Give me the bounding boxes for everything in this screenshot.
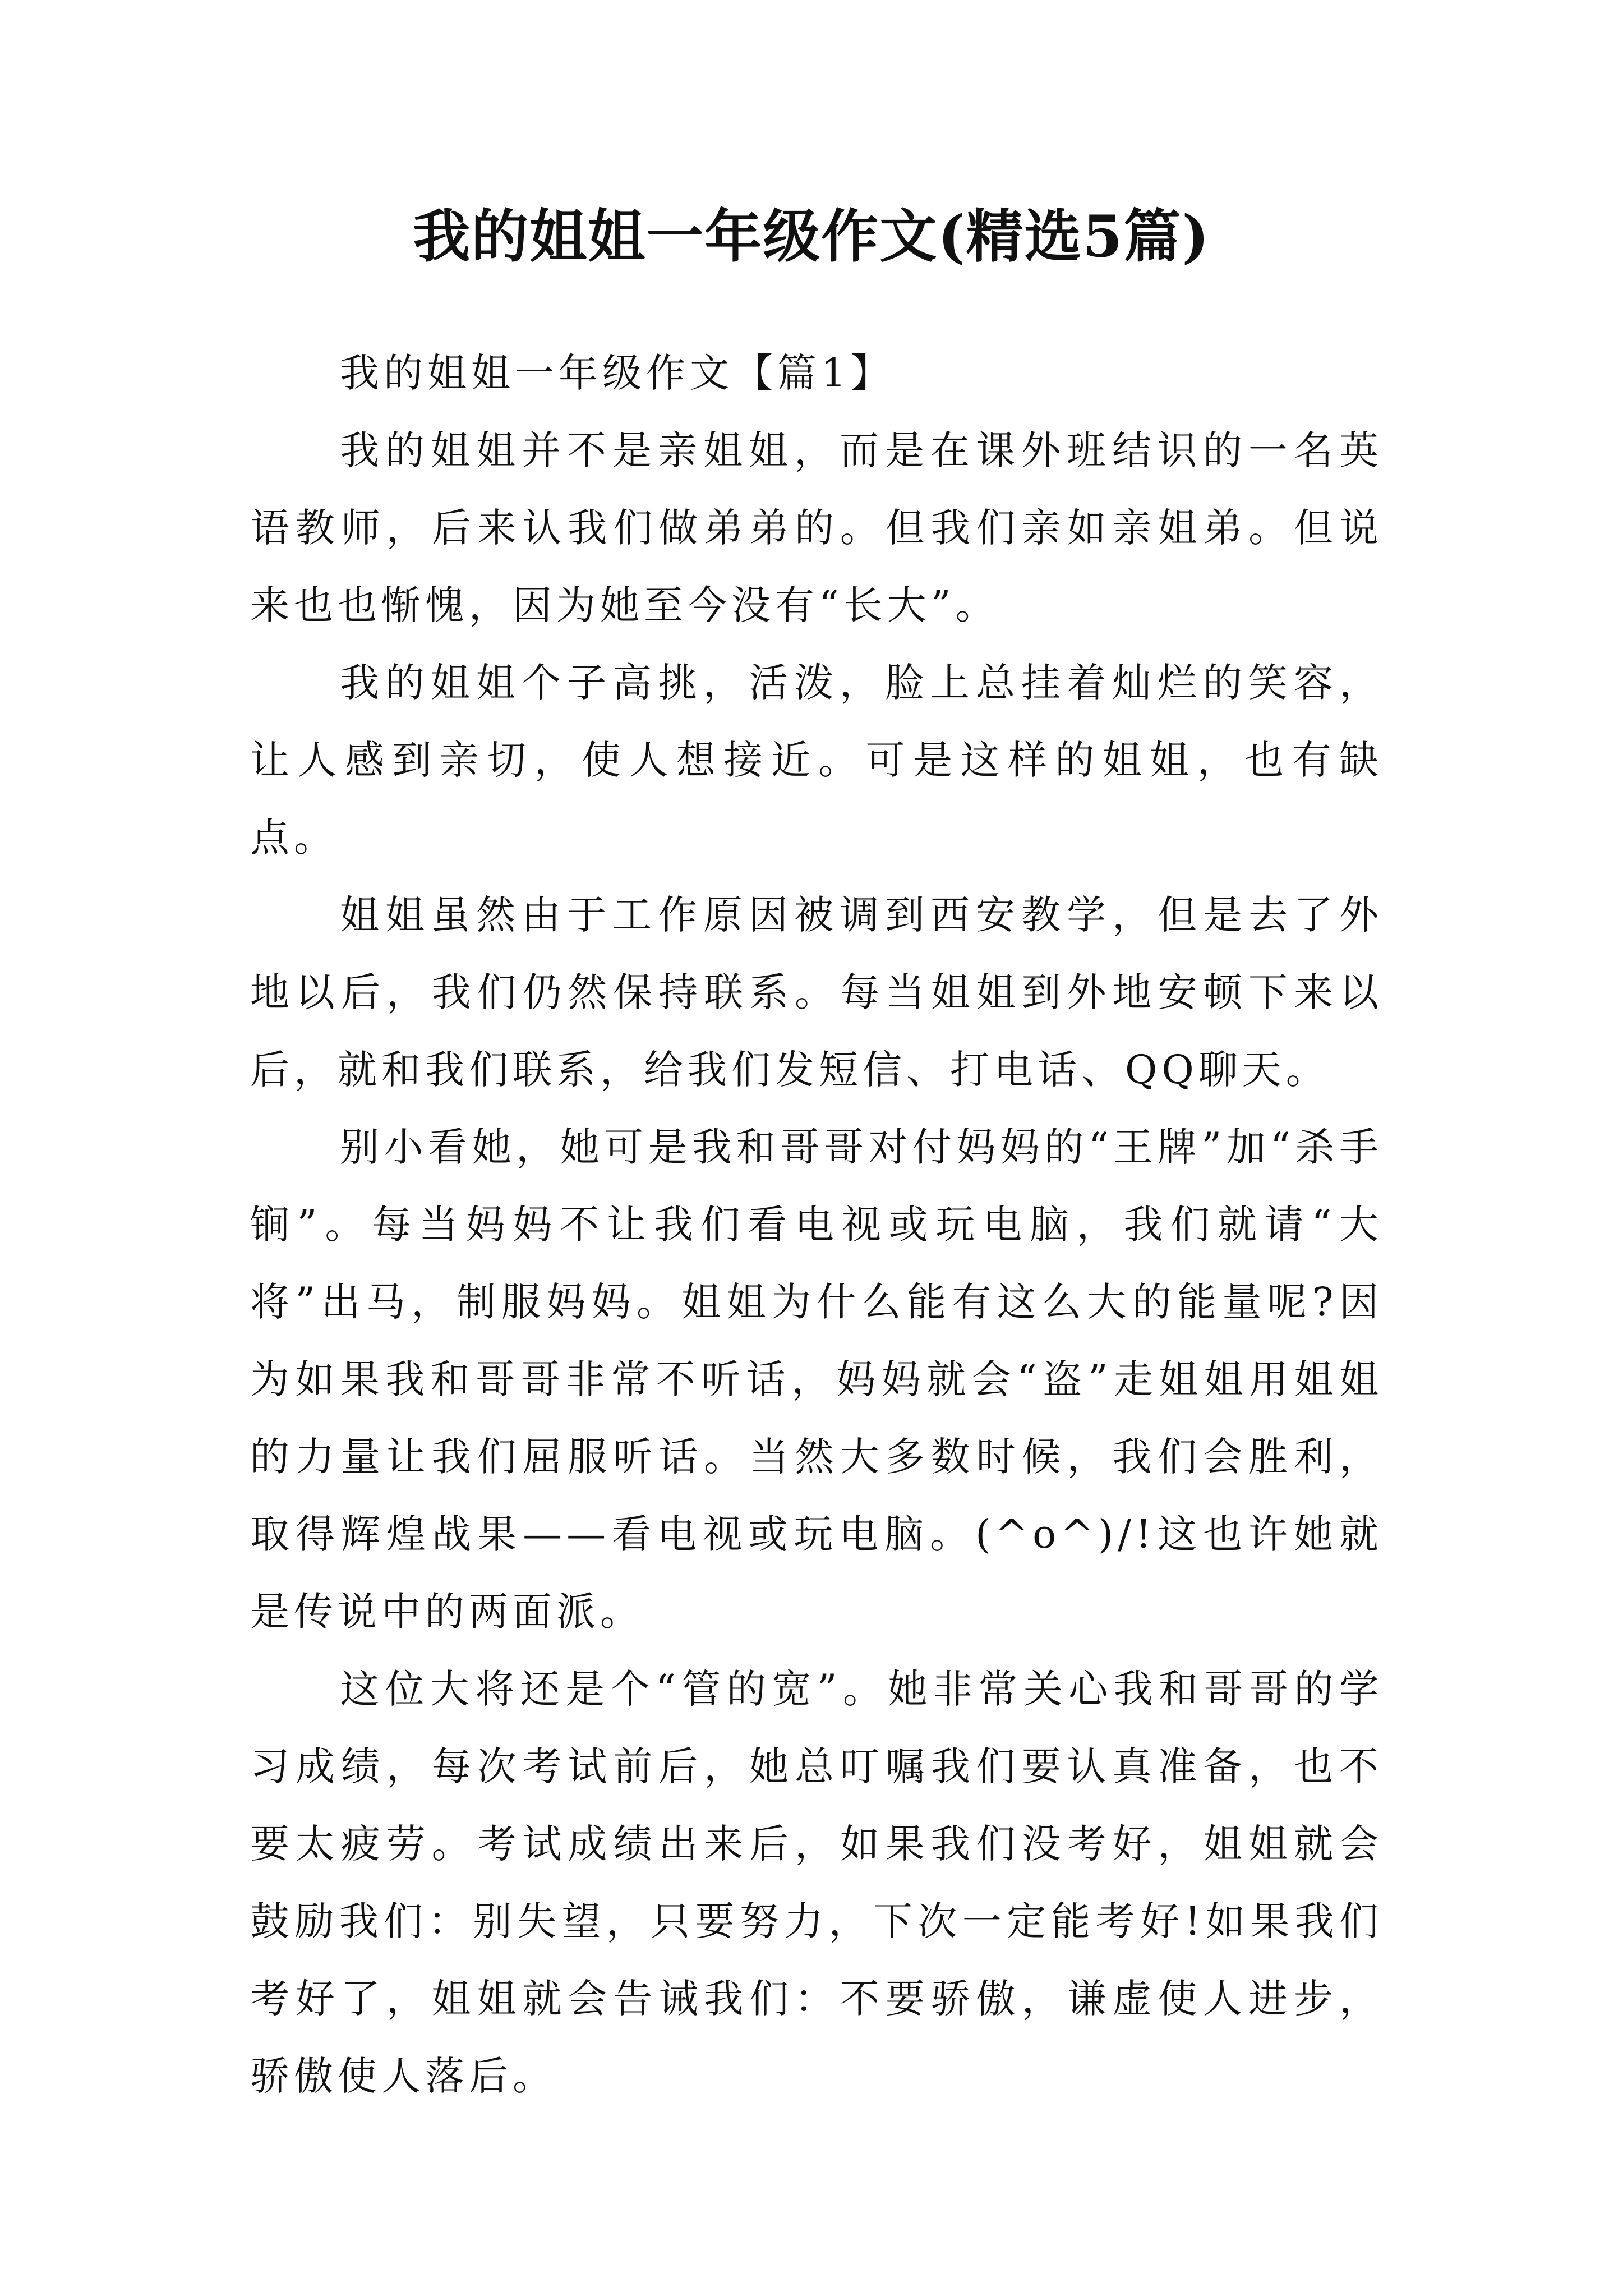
paragraph-5: 这位大将还是个“管的宽”。她非常关心我和哥哥的学习成绩，每次考试前后，她总叮嘱我们要认真准备，也不要太疲劳。考试成绩出来后，如果我们没考好，姐姐就会鼓励我们：别失望，只要努力，下次一定能考好!如果我们考好了，姐姐就会告诫我们：不要骄傲，谦虚使人进步，骄傲使人落后。 [250, 1666, 1383, 2099]
paragraph-1: 我的姐姐并不是亲姐姐，而是在课外班结识的一名英语教师，后来认我们做弟弟的。但我们亲如亲姐弟。但说来也也惭愧，因为她至今没有“长大”。 [250, 427, 1383, 628]
document-title: 我的姐姐一年级作文(精选5篇) [413, 203, 1210, 270]
paragraph-4: 别小看她，她可是我和哥哥对付妈妈的“王牌”加“杀手锏”。每当妈妈不让我们看电视或玩电脑，我们就请“大将”出马，制服妈妈。姐姐为什么能有这么大的能量呢?因为如果我和哥哥非常不听话，妈妈就会“盗”走姐姐用姐姐的力量让我们屈服听话。当然大多数时候，我们会胜利，取得辉煌战果——看电视或玩电脑。(^o^)/!这也许她就是传说中的两面派。 [250, 1124, 1383, 1635]
document-body [250, 334, 1383, 2115]
paragraph-2: 我的姐姐个子高挑，活泼，脸上总挂着灿烂的笑容，让人感到亲切，使人想接近。可是这样的姐姐，也有缺点。 [250, 660, 1383, 861]
paragraph-3: 姐姐虽然由于工作原因被调到西安教学，但是去了外地以后，我们仍然保持联系。每当姐姐到外地安顿下来以后，就和我们联系，给我们发短信、打电话、QQ聊天。 [250, 892, 1383, 1093]
section-heading: 我的姐姐一年级作文【篇1】 [340, 350, 895, 396]
